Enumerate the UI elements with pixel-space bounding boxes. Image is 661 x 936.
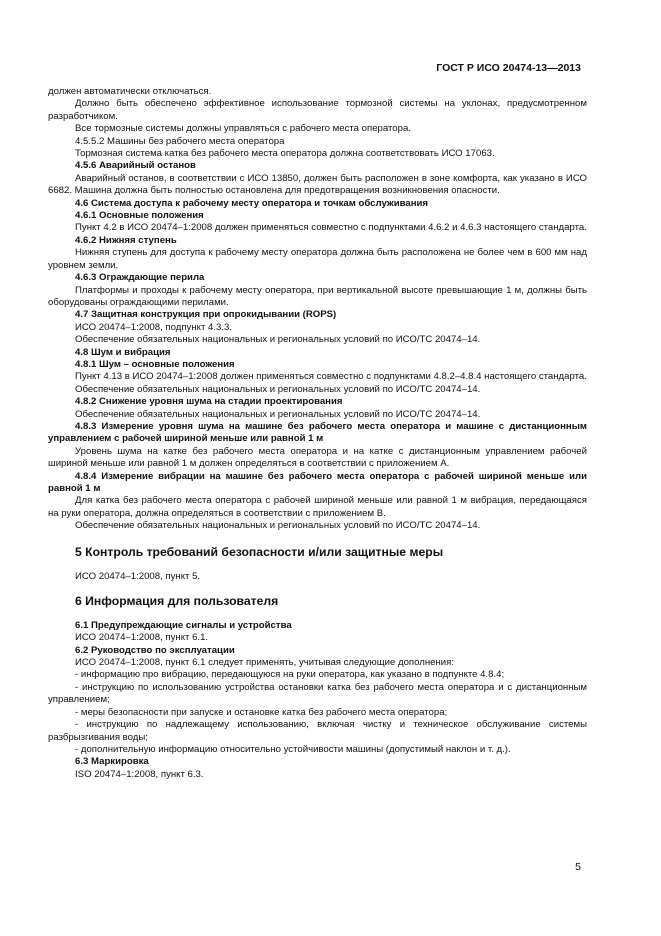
paragraph: Платформы и проходы к рабочему месту оператора, при вертикальной высоте превышающие 1 м, должны быть оборудованы ограждающими перилами. bbox=[48, 284, 587, 308]
subsection-heading: 4.6.2 Нижняя ступень bbox=[75, 234, 177, 246]
subsection-heading: 4.8.1 Шум – основные положения bbox=[75, 358, 235, 370]
paragraph: Обеспечение обязательных национальных и региональных условий по ИСО/ТС 20474–14. bbox=[75, 520, 481, 532]
paragraph: Должно быть обеспечено эффективное использование тормозной системы на уклонах, предусмотренном разработчиком. bbox=[48, 98, 587, 122]
paragraph: Обеспечение обязательных национальных и региональных условий по ИСО/ТС 20474–14. bbox=[75, 408, 481, 420]
paragraph: ИСО 20474–1:2008, пункт 5. bbox=[75, 571, 201, 583]
page-number: 5 bbox=[575, 861, 581, 873]
section-heading: 6.1 Предупреждающие сигналы и устройства bbox=[75, 619, 292, 631]
paragraph: Обеспечение обязательных национальных и региональных условий по ИСО/ТС 20474–14. bbox=[75, 334, 481, 346]
chapter-heading: 6 Информация для пользователя bbox=[75, 594, 279, 609]
list-item: - дополнительную информацию относительно устойчивости машины (допустимый наклон и т. д.). bbox=[75, 743, 511, 755]
list-item: - информацию про вибрацию, передающуюся на руки оператора, как указано в подпункте 4.8.4; bbox=[75, 669, 505, 681]
section-heading: 6.3 Маркировка bbox=[75, 756, 149, 768]
subsection-heading: 4.5.5.2 Машины без рабочего места оператора bbox=[75, 135, 285, 147]
section-heading: 6.2 Руководство по эксплуатации bbox=[75, 644, 235, 656]
paragraph: должен автоматически отключаться. bbox=[48, 86, 212, 97]
paragraph: Все тормозные системы должны управляться с рабочего места оператора. bbox=[75, 123, 411, 135]
list-item: - меры безопасности при запуске и остановке катка без рабочего места оператора; bbox=[75, 706, 448, 718]
subsection-heading: 4.8.3 Измерение уровня шума на машине без рабочего места оператора и машине с дистанционным управлением с рабочей шириной меньше или равной 1 м bbox=[48, 420, 587, 445]
subsection-heading: 4.8.4 Измерение вибрации на машине без рабочего места оператора с рабочей шириной меньше или равной 1 м bbox=[48, 470, 587, 494]
list-item: - инструкцию по надлежащему использованию, включая чистку и техническое обслуживание системы разбрызгивания воды; bbox=[48, 719, 587, 743]
paragraph: Аварийный останов, в соответствии с ИСО 13850, должен быть расположен в зоне комфорта, как указано в ИСО 6682. Машина должна быть полностью остановлена для предотвращения возникновения опасности. bbox=[48, 172, 587, 197]
chapter-heading: 5 Контроль требований безопасности и/или защитные меры bbox=[75, 544, 444, 559]
section-heading: 4.7 Защитная конструкция при опрокидывании (ROPS) bbox=[75, 309, 337, 321]
subsection-heading: 4.6.3 Ограждающие перила bbox=[75, 272, 205, 284]
section-heading: 4.6 Система доступа к рабочему месту оператора и точкам обслуживания bbox=[75, 197, 429, 209]
paragraph: Обеспечение обязательных национальных и региональных условий по ИСО/ТС 20474–14. bbox=[75, 383, 481, 395]
paragraph: Уровень шума на катке без рабочего места оператора и на катке с дистанционным управлением рабочей шириной меньше или равной 1 м должен определяться в соответствии с приложением А. bbox=[48, 445, 587, 470]
paragraph: ИСО 20474–1:2008, пункт 6.1. bbox=[75, 632, 209, 644]
paragraph: ИСО 20474–1:2008, пункт 6.1 следует применять, учитывая следующие дополнения: bbox=[75, 657, 454, 669]
subsection-heading: 4.5.6 Аварийный останов bbox=[75, 160, 196, 172]
document-body bbox=[48, 86, 587, 781]
paragraph: Для катка без рабочего места оператора с рабочей шириной меньше или равной 1 м вибрация, передающаяся на руки оператора, должна определяться в соответствии с приложением В. bbox=[48, 495, 587, 519]
document-header: ГОСТ Р ИСО 20474-13—2013 bbox=[436, 62, 581, 74]
paragraph: ИСО 20474–1:2008, подпункт 4.3.3. bbox=[75, 321, 233, 333]
paragraph: Тормозная система катка без рабочего места оператора должна соответствовать ИСО 17063. bbox=[75, 148, 495, 160]
paragraph: Пункт 4.13 в ИСО 20474–1:2008 должен применяться совместно с подпунктами 4.8.2–4.8.4 настоящего стандарта. bbox=[75, 371, 587, 383]
list-item: - инструкцию по использованию устройства остановки катка без рабочего места оператора и с дистанционным управлением; bbox=[48, 681, 587, 706]
section-heading: 4.8 Шум и вибрация bbox=[75, 346, 171, 358]
subsection-heading: 4.8.2 Снижение уровня шума на стадии проектирования bbox=[75, 396, 343, 408]
subsection-heading: 4.6.1 Основные положения bbox=[75, 210, 204, 222]
paragraph: Нижняя ступень для доступа к рабочему месту оператора должна быть расположена не более чем в 600 мм над уровнем земли. bbox=[48, 247, 587, 271]
paragraph: Пункт 4.2 в ИСО 20474–1:2008 должен применяться совместно с подпунктами 4.6.2 и 4.6.3 настоящего стандарта. bbox=[75, 222, 587, 234]
paragraph: ISO 20474–1:2008, пункт 6.3. bbox=[75, 768, 204, 780]
